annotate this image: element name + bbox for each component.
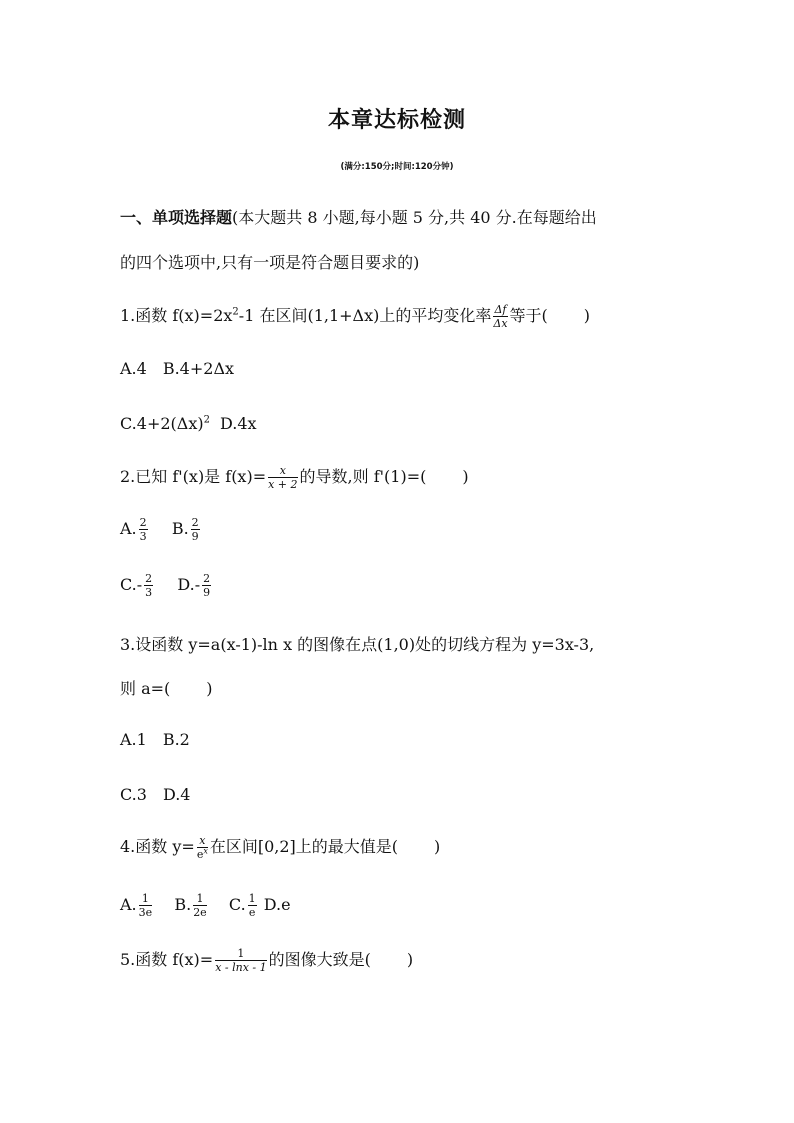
q2-fraction xyxy=(268,465,297,490)
q3-option-c: C.3 xyxy=(120,785,147,804)
q2-option-b-num: 2 xyxy=(191,516,199,529)
page-title: 本章达标检测 xyxy=(327,108,466,133)
q2-option-b: B. xyxy=(171,519,189,538)
q3-option-b: B.2 xyxy=(162,730,190,749)
q4-option-b-num: 1 xyxy=(193,893,207,906)
q1-options-cd xyxy=(120,414,257,433)
q2-stem-pre: 2.已知 f'(x)是 f(x)= xyxy=(120,467,267,486)
q5-fraction xyxy=(215,948,266,973)
q1-fraction xyxy=(493,304,507,329)
q1-exp: 2 xyxy=(232,306,239,318)
q1-option-a: A.4 xyxy=(120,359,147,378)
q1-option-b: B.4+2Δx xyxy=(162,359,235,378)
q4-fraction xyxy=(197,835,208,860)
q4-option-c-den: e xyxy=(248,906,256,919)
q2-frac-num: x xyxy=(268,465,297,478)
q1-option-c: C.4+2(Δx) xyxy=(120,414,204,433)
q2-option-c: C.- xyxy=(120,575,143,594)
q4-close: ) xyxy=(434,837,441,856)
section-desc-1: (本大题共 8 小题,每小题 5 分,共 40 分.在每题给出 xyxy=(232,208,597,227)
q1-option-c-exp: 2 xyxy=(203,414,210,426)
q4-options xyxy=(120,893,291,918)
q2-option-b-den: 9 xyxy=(191,530,199,543)
q4-option-b: B. xyxy=(174,895,192,914)
q3-options-ab xyxy=(120,730,190,749)
q4-option-c-frac xyxy=(248,893,257,918)
q4-option-d: D.e xyxy=(263,895,291,914)
q2-option-d-num: 2 xyxy=(203,572,211,585)
q2-option-c-den: 3 xyxy=(145,586,153,599)
q2-option-a-frac xyxy=(139,517,148,542)
q2-stem-post: 的导数,则 f'(1)=( xyxy=(299,467,427,486)
q3-stem-pre: 则 a=( xyxy=(120,679,171,698)
q2-close: ) xyxy=(462,467,469,486)
q2-options-ab xyxy=(120,517,202,542)
q2-option-d-frac xyxy=(202,573,211,598)
q1-options-ab xyxy=(120,359,234,378)
q2-options-cd xyxy=(120,573,213,598)
q4-option-c: C. xyxy=(228,895,246,914)
q1-frac-num: Δf xyxy=(494,303,507,316)
question-5 xyxy=(120,947,413,973)
q4-option-b-frac xyxy=(193,893,207,918)
q3-close: ) xyxy=(206,679,213,698)
q3-option-d: D.4 xyxy=(162,785,191,804)
question-3-line-2 xyxy=(120,676,213,699)
q4-option-a-frac xyxy=(139,893,153,918)
section-label: 一、单项选择题 xyxy=(120,208,233,227)
q1-option-d: D.4x xyxy=(219,414,257,433)
q2-option-a-den: 3 xyxy=(139,530,147,543)
q1-close: ) xyxy=(583,306,591,325)
question-4 xyxy=(120,834,440,860)
q5-frac-den: x - lnx - 1 xyxy=(215,961,267,974)
q5-close: ) xyxy=(406,950,414,969)
question-2 xyxy=(120,464,469,490)
q5-stem-post: 的图像大致是( xyxy=(268,950,371,969)
q2-option-c-frac xyxy=(144,573,153,598)
q1-stem-pre: 1.函数 f(x)=2x xyxy=(120,306,233,325)
q4-option-c-num: 1 xyxy=(248,892,256,905)
q4-stem-post: 在区间[0,2]上的最大值是( xyxy=(209,837,399,856)
q4-option-b-den: 2e xyxy=(193,906,207,919)
q4-option-a-num: 1 xyxy=(139,893,153,906)
section-desc-2: 的四个选项中,只有一项是符合题目要求的) xyxy=(120,253,420,272)
exam-info: (满分:150分;时间:120分钟) xyxy=(340,162,454,172)
q2-frac-den: x + 2 xyxy=(268,478,298,491)
q2-option-a-num: 2 xyxy=(139,516,147,529)
q3-option-a: A.1 xyxy=(120,730,147,749)
q5-frac-num: 1 xyxy=(215,948,266,961)
q1-stem-mid: -1 在区间(1,1+Δx)上的平均变化率 xyxy=(238,306,492,325)
q4-frac-den xyxy=(197,848,208,860)
q4-frac-num: x xyxy=(197,835,208,848)
question-1 xyxy=(120,303,590,329)
q3-options-cd xyxy=(120,785,190,804)
q4-frac-den-exp: x xyxy=(203,846,208,856)
q4-option-a: A. xyxy=(120,895,137,914)
section-heading xyxy=(120,205,597,228)
q5-stem-pre: 5.函数 f(x)= xyxy=(120,950,214,969)
q4-frac-den-base: e xyxy=(196,848,204,861)
q1-frac-den: Δx xyxy=(493,317,508,330)
q4-stem-pre: 4.函数 y= xyxy=(120,837,195,856)
q2-option-c-num: 2 xyxy=(145,572,153,585)
q4-option-a-den: 3e xyxy=(138,906,153,919)
q2-option-b-frac xyxy=(191,517,200,542)
q1-stem-post: 等于( xyxy=(509,306,548,325)
question-3-line-1: 3.设函数 y=a(x-1)-ln x 的图像在点(1,0)处的切线方程为 y=3x-3, xyxy=(120,635,595,654)
q2-option-a: A. xyxy=(120,519,137,538)
q2-option-d: D.- xyxy=(177,575,201,594)
q2-option-d-den: 9 xyxy=(203,586,211,599)
